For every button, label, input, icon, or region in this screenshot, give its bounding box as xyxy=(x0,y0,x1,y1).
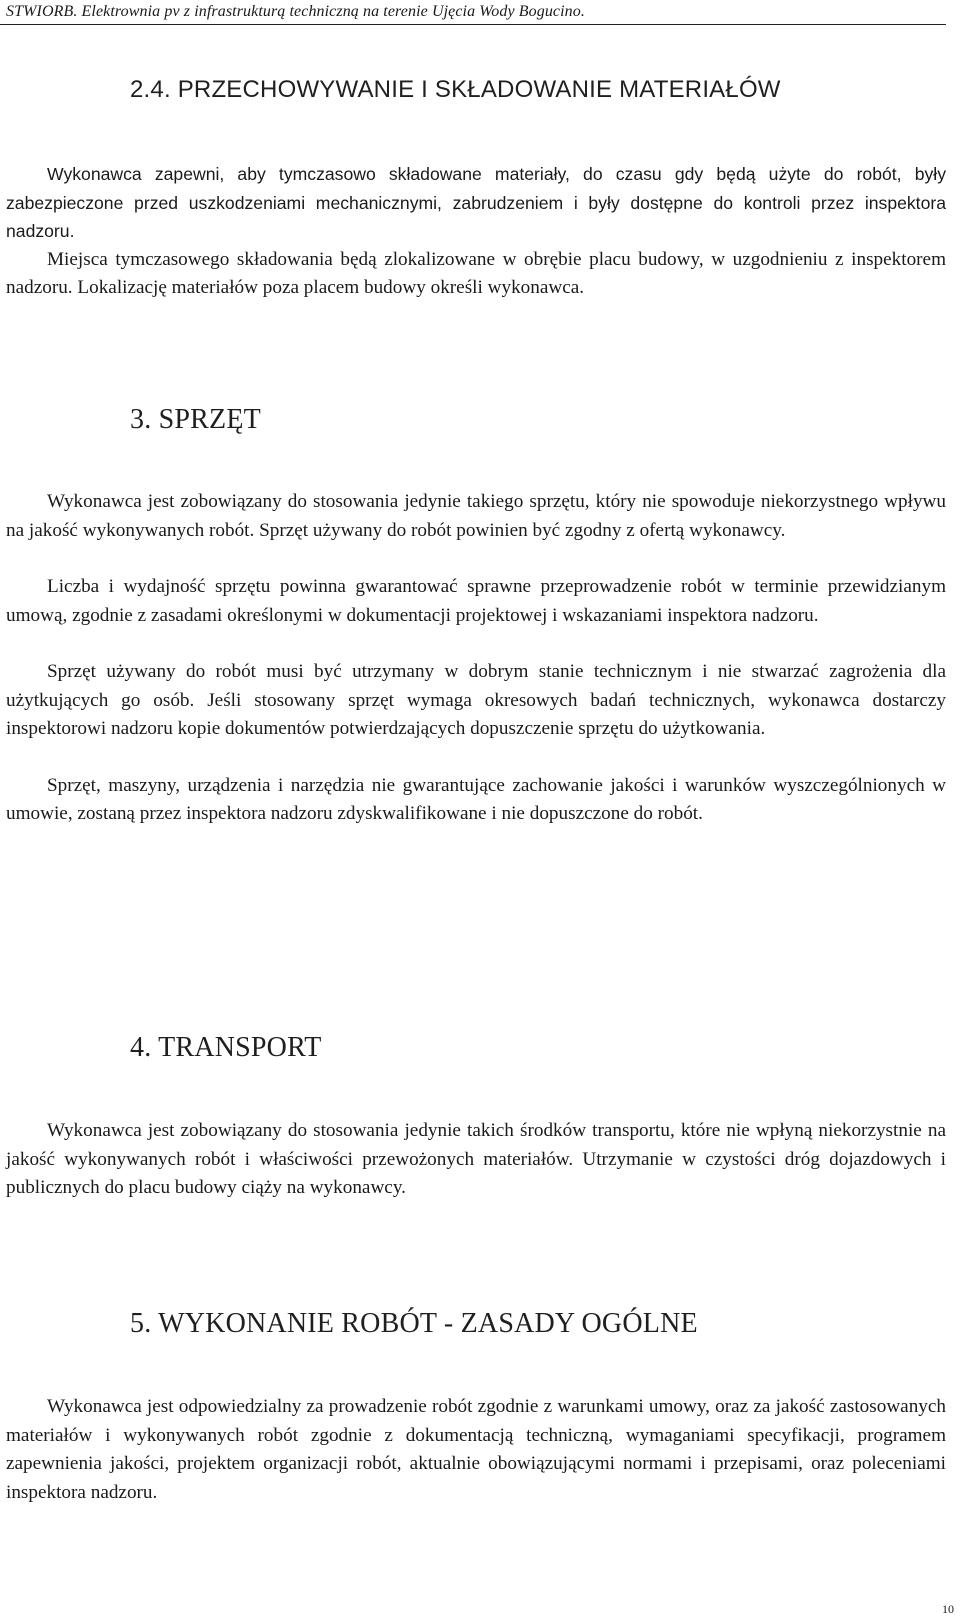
paragraph: Wykonawca jest zobowiązany do stosowania jedynie takiego sprzętu, który nie spowoduje niekorzystnego wpływu na jakość wykonywanych robót. Sprzęt używany do robót powinien być zgodny z ofertą wykonawcy. xyxy=(6,491,946,541)
paragraph: Wykonawca jest odpowiedzialny za prowadzenie robót zgodnie z warunkami umowy, oraz za jakość zastosowanych materiałów i wykonywanych robót zgodnie z dokumentacją techniczną, wymaganiami specyfikacji, programem zapewnienia jakości, projektem organizacji robót, aktualnie obowiązującymi normami i przepisami, oraz poleceniami inspektora nadzoru. xyxy=(6,1396,946,1503)
section-equipment-body xyxy=(6,488,946,829)
page-number: 10 xyxy=(942,1602,954,1616)
paragraph: Wykonawca zapewni, aby tymczasowo składowane materiały, do czasu gdy będą użyte do robót, były zabezpieczone przed uszkodzeniami mechanicznymi, zabrudzeniem i były dostępne do kontroli przez inspektora nadzoru. xyxy=(6,164,946,241)
paragraph: Sprzęt używany do robót musi być utrzymany w dobrym stanie technicznym i nie stwarzać zagrożenia dla użytkujących go osób. Jeśli stosowany sprzęt wymaga okresowych badań technicznych, wykonawca dostarczy inspektorowi nadzoru kopie dokumentów potwierdzających dopuszczenie sprzętu do użytkowania. xyxy=(6,661,946,739)
section-storage-body xyxy=(6,160,946,303)
header-rule xyxy=(0,24,946,25)
paragraph: Sprzęt, maszyny, urządzenia i narzędzia nie gwarantujące zachowanie jakości i warunków wyszczególnionych w umowie, zostaną przez inspektora nadzoru zdyskwalifikowane i nie dopuszczone do robót. xyxy=(6,774,946,824)
section-title-works: 5. WYKONANIE ROBÓT - ZASADY OGÓLNE xyxy=(130,1308,698,1339)
section-works xyxy=(6,1308,946,1340)
section-works-body xyxy=(6,1393,946,1507)
running-header: STWIORB. Elektrownia pv z infrastrukturą techniczną na terenie Ujęcia Wody Bogucino. xyxy=(6,3,585,20)
section-transport-body xyxy=(6,1117,946,1203)
section-title-transport: 4. TRANSPORT xyxy=(130,1032,322,1063)
section-title-storage: 2.4. PRZECHOWYWANIE I SKŁADOWANIE MATERIAŁÓW xyxy=(130,76,781,103)
paragraph: Wykonawca jest zobowiązany do stosowania jedynie takich środków transportu, które nie wpłyną niekorzystnie na jakość wykonywanych robót i właściwości przewożonych materiałów. Utrzymanie w czystości dróg dojazdowych i publicznych do placu budowy ciąży na wykonawcy. xyxy=(6,1120,946,1198)
paragraph: Liczba i wydajność sprzętu powinna gwarantować sprawne przeprowadzenie robót w terminie przewidzianym umową, zgodnie z zasadami określonymi w dokumentacji projektowej i wskazaniami inspektora nadzoru. xyxy=(6,576,946,626)
section-storage xyxy=(6,76,946,104)
paragraph: Miejsca tymczasowego składowania będą zlokalizowane w obrębie placu budowy, w uzgodnieniu z inspektorem nadzoru. Lokalizację materiałów poza placem budowy określi wykonawca. xyxy=(6,248,946,298)
section-equipment xyxy=(6,404,946,436)
section-title-equipment: 3. SPRZĘT xyxy=(130,404,261,435)
section-transport xyxy=(6,1032,946,1064)
